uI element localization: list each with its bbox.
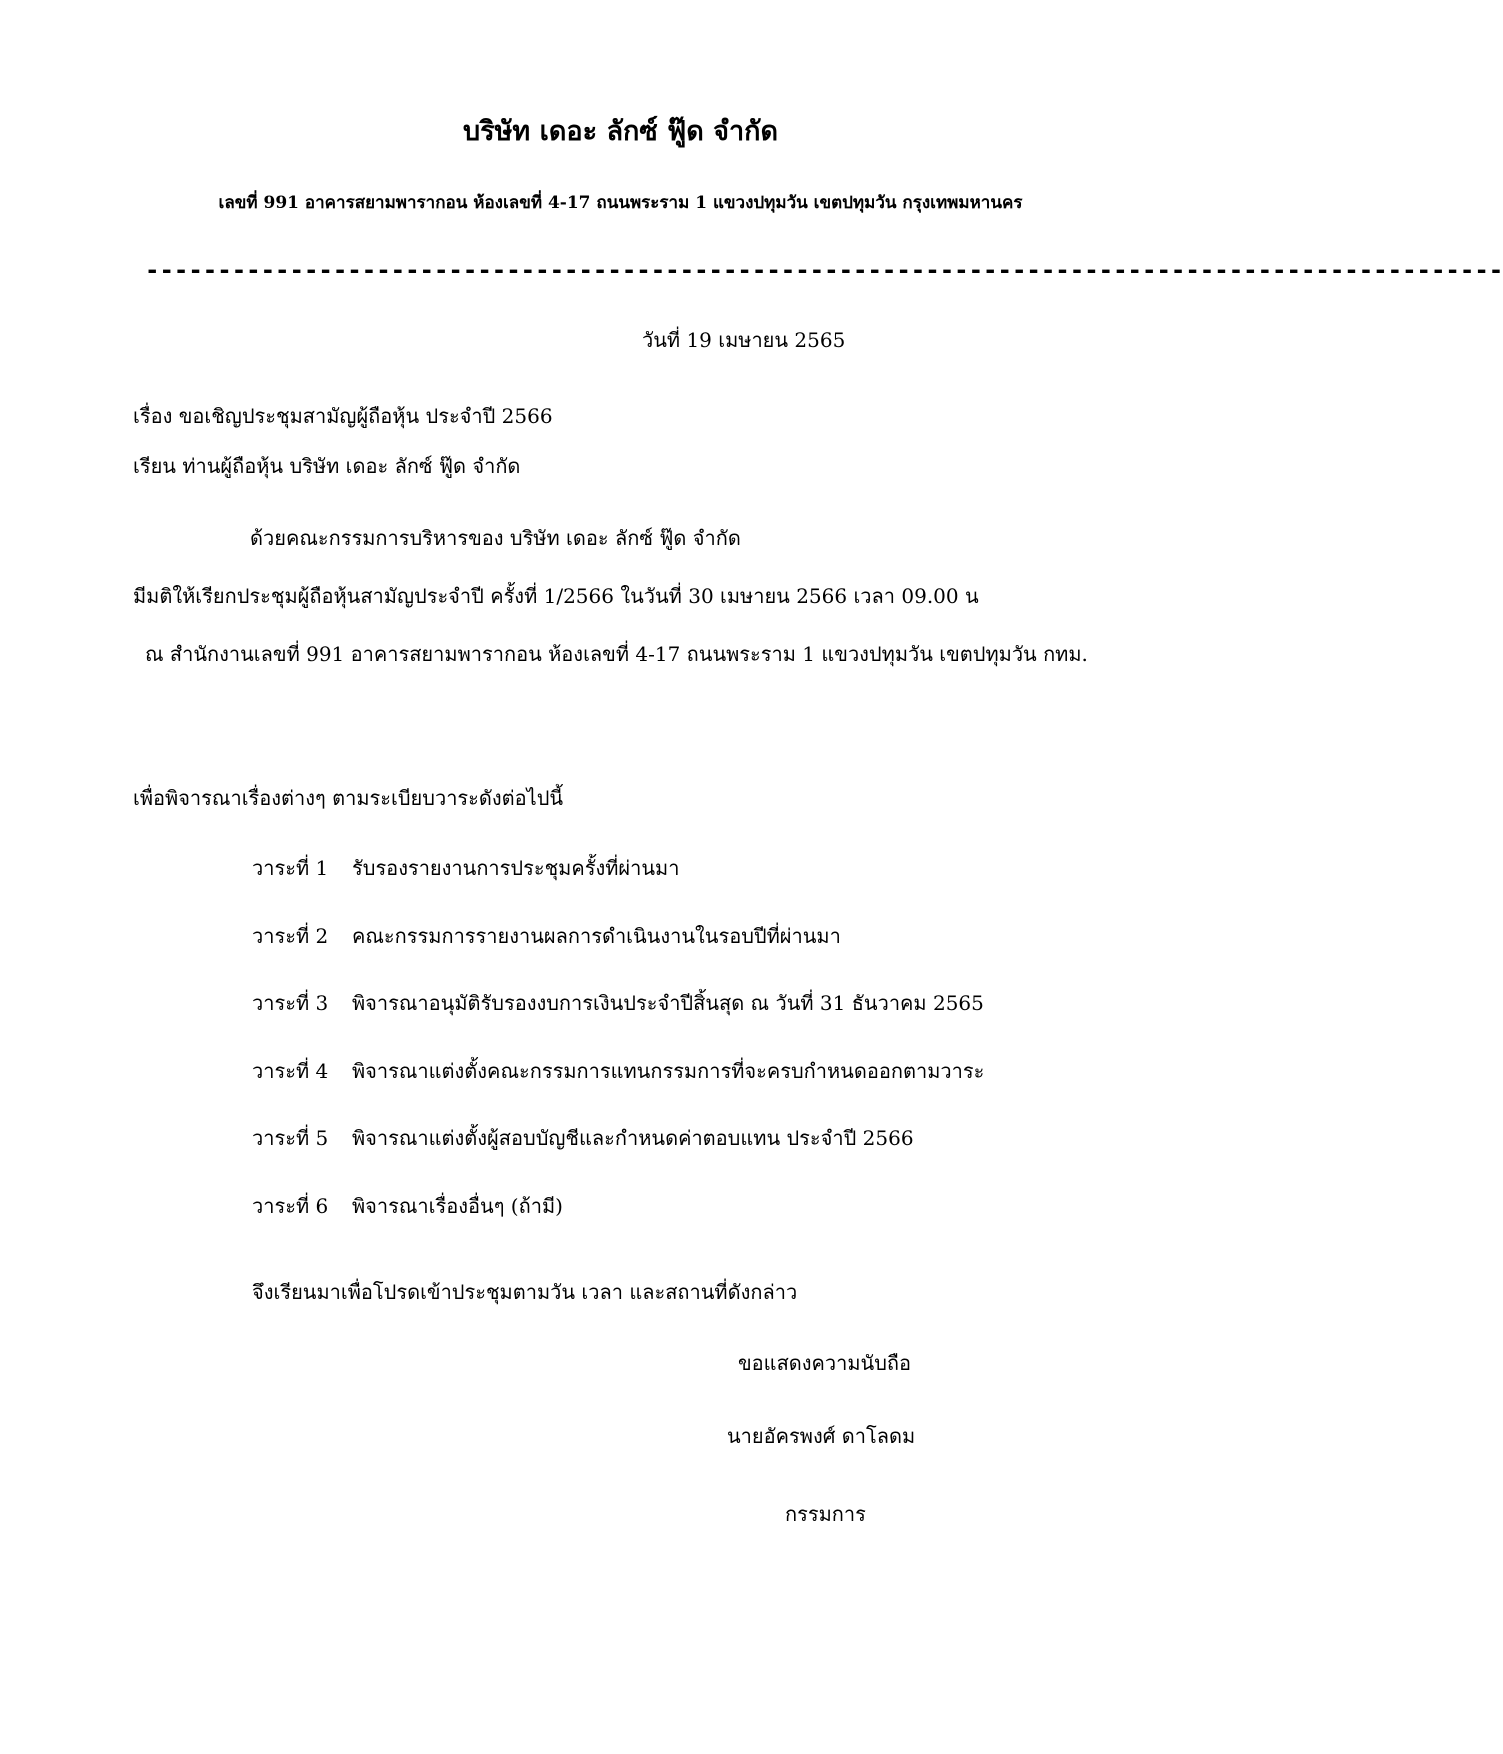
- agenda-item: [252, 1128, 914, 1148]
- agenda-text: รับรองรายงานการประชุมครั้งที่ผ่านมา: [352, 856, 680, 880]
- body-paragraph-line-1: ด้วยคณะกรรมการบริหารของ บริษัท เดอะ ลักซ์ ฟู๊ด จำกัด: [250, 526, 741, 550]
- agenda-item: [252, 1196, 563, 1216]
- agenda-number: วาระที่ 3: [252, 991, 329, 1015]
- header-divider: ----------------------------------------------------------------------------------------------: [145, 256, 1503, 284]
- company-name: บริษัท เดอะ ลักซ์ ฟู๊ด จำกัด: [462, 116, 779, 147]
- regards: ขอแสดงความนับถือ: [738, 1351, 912, 1375]
- letter-date: วันที่ 19 เมษายน 2565: [642, 328, 846, 352]
- agenda-number: วาระที่ 6: [252, 1194, 329, 1218]
- agenda-item: [252, 858, 679, 878]
- agenda-text: พิจารณาอนุมัติรับรองงบการเงินประจำปีสิ้นสุด ณ วันที่ 31 ธันวาคม 2565: [352, 991, 984, 1015]
- company-address: เลขที่ 991 อาคารสยามพารากอน ห้องเลขที่ 4-17 ถนนพระราม 1 แขวงปทุมวัน เขตปทุมวัน กรุงเทพมหานคร: [218, 193, 1023, 213]
- agenda-text: พิจารณาเรื่องอื่นๆ (ถ้ามี): [352, 1194, 563, 1218]
- signer-title: กรรมการ: [785, 1502, 866, 1526]
- agenda-intro: เพื่อพิจารณาเรื่องต่างๆ ตามระเบียบวาระดังต่อไปนี้: [133, 786, 564, 810]
- agenda-text: พิจารณาแต่งตั้งคณะกรรมการแทนกรรมการที่จะครบกำหนดออกตามวาระ: [352, 1059, 985, 1083]
- signer-name: นายอัครพงศ์ ดาโลดม: [727, 1424, 916, 1448]
- body-paragraph-line-3: ณ สำนักงานเลขที่ 991 อาคารสยามพารากอน ห้องเลขที่ 4-17 ถนนพระราม 1 แขวงปทุมวัน เขตปทุมวัน กทม.: [145, 642, 1088, 666]
- body-paragraph-line-2: มีมติให้เรียกประชุมผู้ถือหุ้นสามัญประจำปี ครั้งที่ 1/2566 ในวันที่ 30 เมษายน 2566 เวลา 09.00 น: [133, 584, 979, 608]
- letter-subject: เรื่อง ขอเชิญประชุมสามัญผู้ถือหุ้น ประจำปี 2566: [133, 404, 553, 428]
- agenda-number: วาระที่ 4: [252, 1059, 329, 1083]
- agenda-number: วาระที่ 1: [252, 856, 329, 880]
- closing-sentence: จึงเรียนมาเพื่อโปรดเข้าประชุมตามวัน เวลา และสถานที่ดังกล่าว: [252, 1280, 798, 1304]
- agenda-item: [252, 1061, 984, 1081]
- agenda-number: วาระที่ 5: [252, 1126, 329, 1150]
- letter-recipient: เรียน ท่านผู้ถือหุ้น บริษัท เดอะ ลักซ์ ฟู๊ด จำกัด: [133, 454, 521, 478]
- agenda-text: พิจารณาแต่งตั้งผู้สอบบัญชีและกำหนดค่าตอบแทน ประจำปี 2566: [352, 1126, 914, 1150]
- agenda-item: [252, 993, 984, 1013]
- agenda-number: วาระที่ 2: [252, 924, 329, 948]
- agenda-item: [252, 926, 841, 946]
- agenda-text: คณะกรรมการรายงานผลการดำเนินงานในรอบปีที่ผ่านมา: [352, 924, 841, 948]
